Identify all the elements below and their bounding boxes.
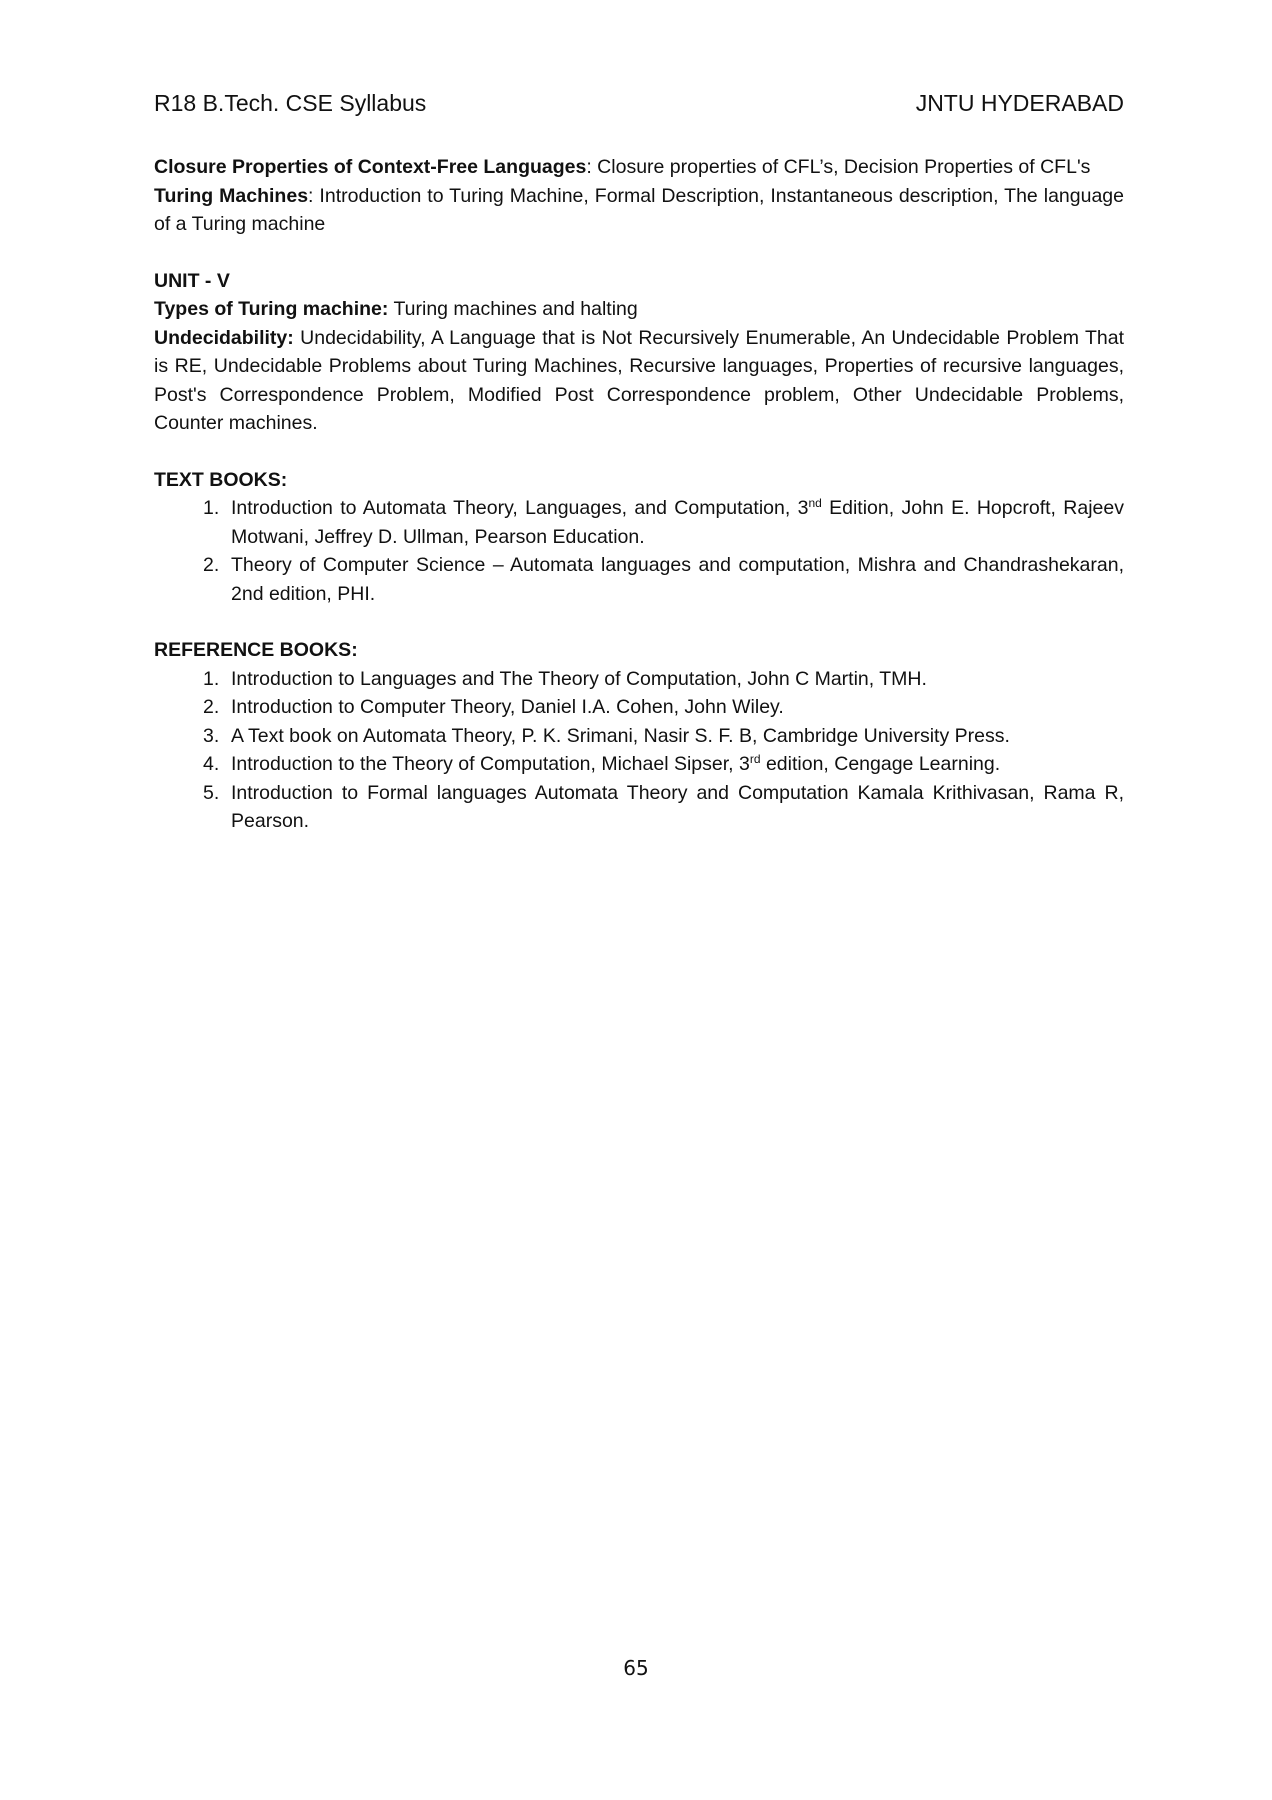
tm-text: : Introduction to Turing Machine, Formal Description, Instantaneous description, The language of a Turing machine xyxy=(154,184,1124,235)
undecidability-text: Undecidability, A Language that is Not Recursively Enumerable, An Undecidable Problem That is RE, Undecidable Problems about Turing Machines, Recursive languages, Properties of recursive languages, Post's Correspondence Problem, Modified Post Correspondence problem, Other Undecidable Problems, Counter machines. xyxy=(154,326,1124,434)
text-books-list xyxy=(154,494,1124,608)
list-sup: rd xyxy=(749,752,761,766)
list-text: Introduction to Computer Theory, Daniel I.A. Cohen, John Wiley. xyxy=(231,696,784,718)
undecidability-title: Undecidability: xyxy=(154,326,294,349)
unit-heading: UNIT - V xyxy=(154,269,230,292)
list-text: Introduction to the Theory of Computation, Michael Sipser, 3 xyxy=(231,753,750,775)
tm-paragraph xyxy=(154,182,1124,239)
list-number: 4. xyxy=(203,753,220,775)
list-item xyxy=(154,665,1124,694)
header-left: R18 B.Tech. CSE Syllabus xyxy=(154,90,427,116)
list-text-tail: edition, Cengage Learning. xyxy=(760,753,1001,775)
list-number: 5. xyxy=(203,781,220,804)
cfl-paragraph xyxy=(154,153,1124,182)
list-text: Introduction to Formal languages Automata Theory and Computation Kamala Krithivasan, Rama R, Pearson. xyxy=(231,781,1124,832)
list-text: Introduction to Languages and The Theory of Computation, John C Martin, TMH. xyxy=(231,667,927,690)
list-item xyxy=(154,494,1124,551)
list-number: 2. xyxy=(203,696,220,718)
reference-books-list xyxy=(154,665,1124,836)
list-text: Theory of Computer Science – Automata languages and computation, Mishra and Chandrashekaran, 2nd edition, PHI. xyxy=(231,554,1124,605)
list-text-tail: Edition, John E. Hopcroft, Rajeev Motwani, Jeffrey D. Ullman, Pearson Education. xyxy=(231,497,1124,548)
list-text: Introduction to Automata Theory, Languages, and Computation, 3 xyxy=(231,497,809,519)
page-content xyxy=(154,153,1124,836)
cfl-text: : Closure properties of CFL’s, Decision Properties of CFL's xyxy=(586,156,1091,178)
undecidability-paragraph xyxy=(154,324,1124,438)
list-item xyxy=(154,693,1124,722)
list-text: A Text book on Automata Theory, P. K. Srimani, Nasir S. F. B, Cambridge University Press. xyxy=(231,724,1010,747)
reference-books-heading: REFERENCE BOOKS: xyxy=(154,639,358,661)
text-books-heading: TEXT BOOKS: xyxy=(154,468,288,491)
header-right: JNTU HYDERABAD xyxy=(915,90,1124,116)
list-number: 1. xyxy=(203,667,220,690)
list-number: 1. xyxy=(203,497,220,519)
types-text: Turing machines and halting xyxy=(388,298,638,320)
list-number: 3. xyxy=(203,724,220,747)
types-paragraph xyxy=(154,295,1124,324)
list-item xyxy=(154,722,1124,751)
list-number: 2. xyxy=(203,554,220,576)
page-number: 65 xyxy=(623,1656,649,1680)
tm-title: Turing Machines xyxy=(154,184,309,207)
page-header xyxy=(154,88,1124,118)
list-item xyxy=(154,551,1124,608)
list-item xyxy=(154,750,1124,779)
types-title: Types of Turing machine: xyxy=(154,298,389,320)
list-item xyxy=(154,779,1124,836)
list-sup: nd xyxy=(808,496,822,510)
cfl-title: Closure Properties of Context-Free Languages xyxy=(154,156,587,178)
